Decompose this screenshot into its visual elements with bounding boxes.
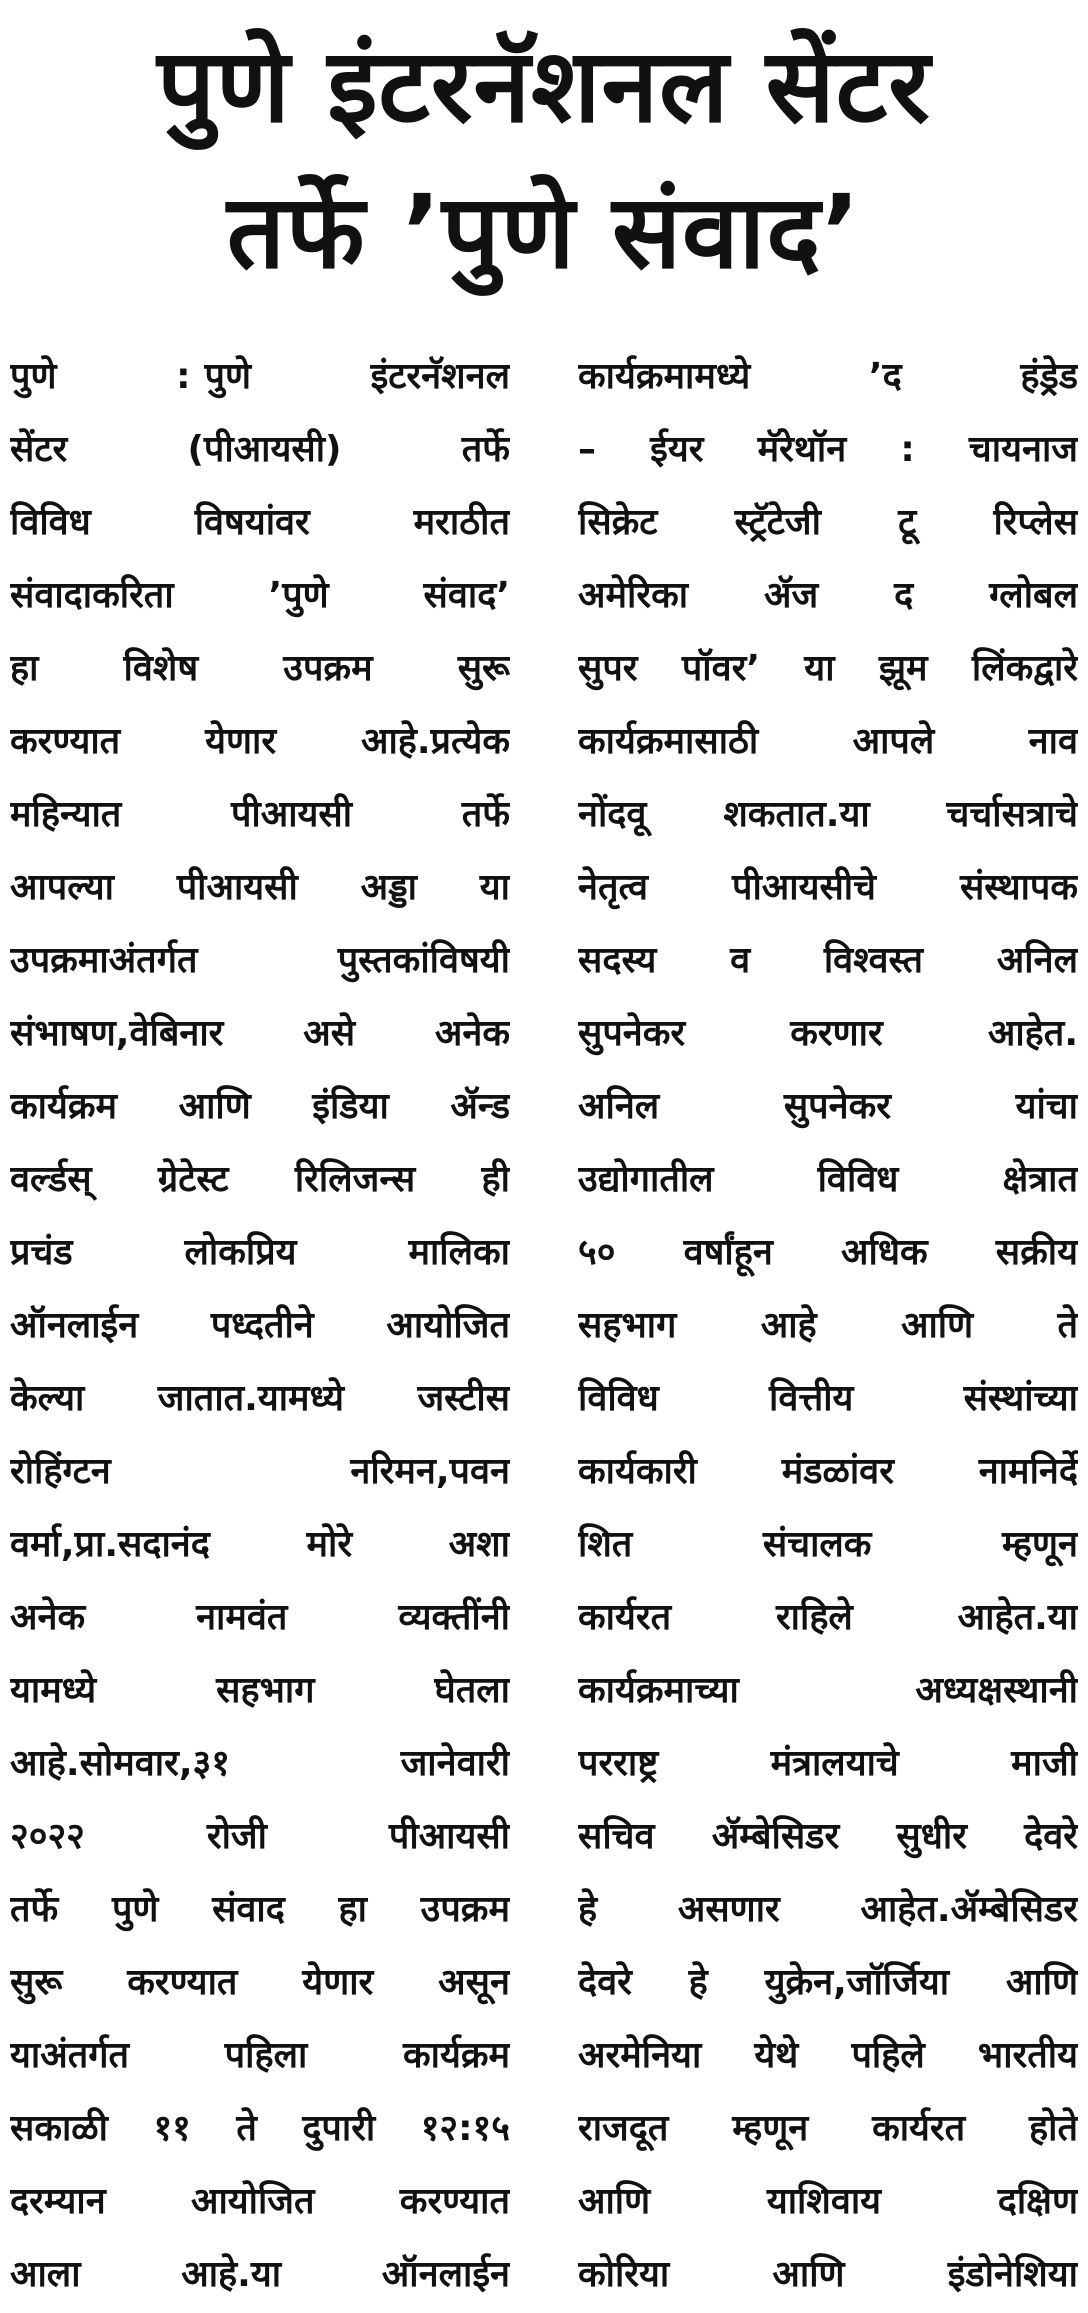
headline	[10, 0, 1078, 306]
article-line: अनिल सुपनेकर यांचा	[578, 1086, 1078, 1127]
article-line: संभाषण,वेबिनार असे अनेक	[10, 1013, 510, 1054]
article-line: शित संचालक म्हणून	[578, 1524, 1078, 1565]
article-line: विविध विषयांवर मराठीत	[10, 502, 510, 543]
article-line: संवादाकरिता ’पुणे संवाद’	[10, 575, 510, 616]
headline-line-1: पुणे इंटरनॅशनल सेंटर	[157, 27, 931, 146]
article-line: वर्मा,प्रा.सदानंद मोरे अशा	[10, 1524, 510, 1565]
article-line: सकाळी ११ ते दुपारी १२:१५	[10, 2108, 510, 2149]
article-line: तर्फे पुणे संवाद हा उपक्रम	[10, 1889, 510, 1930]
article-line: अनेक नामवंत व्यक्तींनी	[10, 1597, 510, 1638]
article-line: नेतृत्व पीआयसीचे संस्थापक	[578, 867, 1078, 908]
article-line: अरमेनिया येथे पहिले भारतीय	[578, 2035, 1078, 2076]
article-line: राजदूत म्हणून कार्यरत होते	[578, 2108, 1078, 2149]
article-line: केल्या जातात.यामध्ये जस्टीस	[10, 1378, 510, 1419]
article-line: कार्यक्रमाच्या अध्यक्षस्थानी	[578, 1670, 1078, 1711]
article-line: आपल्या पीआयसी अड्डा या	[10, 867, 510, 908]
article-column-right	[578, 340, 1078, 2311]
article-line: यामध्ये सहभाग घेतला	[10, 1670, 510, 1711]
article-line: करण्यात येणार आहे.प्रत्येक	[10, 721, 510, 762]
article-line: २०२२ रोजी पीआयसी	[10, 1816, 510, 1857]
article-line: सहभाग आहे आणि ते	[578, 1305, 1078, 1346]
article-line: अमेरिका ॲज द ग्लोबल	[578, 575, 1078, 616]
article-line: सचिव ॲम्बेसिडर सुधीर देवरे	[578, 1816, 1078, 1857]
article-line: सिक्रेट स्ट्रॅटेजी टू रिप्लेस	[578, 502, 1078, 543]
article-body	[10, 340, 1078, 2311]
article-line: नोंदवू शकतात.या चर्चासत्राचे	[578, 794, 1078, 835]
article-line	[10, 340, 510, 413]
headline-line-2: तर्फे ’पुणे संवाद’	[226, 173, 862, 292]
article-line: आहे.सोमवार,३१ जानेवारी	[10, 1743, 510, 1784]
article-line: कार्यरत राहिले आहेत.या	[578, 1597, 1078, 1638]
article-line: उद्योगातील विविध क्षेत्रात	[578, 1159, 1078, 1200]
article-line: – ईयर मॅरेथॉन : चायनाज	[578, 429, 1078, 470]
article-line: हा विशेष उपक्रम सुरू	[10, 648, 510, 689]
article-line: कार्यक्रम आणि इंडिया ॲन्ड	[10, 1086, 510, 1127]
article-line: कोरिया आणि इंडोनेशिया	[578, 2254, 1078, 2295]
article-line-text: पुणे इंटरनॅशनल	[204, 356, 510, 397]
article-line: महिन्यात पीआयसी तर्फे	[10, 794, 510, 835]
article-line: आला आहे.या ऑनलाईन	[10, 2254, 510, 2295]
article-line: प्रचंड लोकप्रिय मालिका	[10, 1232, 510, 1273]
article-line: उपक्रमाअंतर्गत पुस्तकांविषयी	[10, 940, 510, 981]
article-line: कार्यकारी मंडळांवर नामनिर्दे	[578, 1451, 1078, 1492]
dateline: पुणे :	[10, 356, 191, 397]
article-line: सेंटर (पीआयसी) तर्फे	[10, 429, 510, 470]
article-line: हे असणार आहेत.ॲम्बेसिडर	[578, 1889, 1078, 1930]
article-line: रोहिंग्टन नरिमन,पवन	[10, 1451, 510, 1492]
article-line: दरम्यान आयोजित करण्यात	[10, 2181, 510, 2222]
article-line: आणि याशिवाय दक्षिण	[578, 2181, 1078, 2222]
article-line: देवरे हे युक्रेन,जॉर्जिया आणि	[578, 1962, 1078, 2003]
article-line: विविध वित्तीय संस्थांच्या	[578, 1378, 1078, 1419]
article-line: याअंतर्गत पहिला कार्यक्रम	[10, 2035, 510, 2076]
article-line: सुरू करण्यात येणार असून	[10, 1962, 510, 2003]
article-line: ऑनलाईन पध्दतीने आयोजित	[10, 1305, 510, 1346]
article-line: सुपर पॉवर’ या झूम लिंकद्वारे	[578, 648, 1078, 689]
article-line: परराष्ट्र मंत्रालयाचे माजी	[578, 1743, 1078, 1784]
article-line: ५० वर्षांहून अधिक सक्रीय	[578, 1232, 1078, 1273]
article-line: सदस्य व विश्वस्त अनिल	[578, 940, 1078, 981]
article-line: सुपनेकर करणार आहेत.	[578, 1013, 1078, 1054]
article-line: वर्ल्डस् ग्रेटेस्ट रिलिजन्स ही	[10, 1159, 510, 1200]
article-line: कार्यक्रमासाठी आपले नाव	[578, 721, 1078, 762]
article-column-left	[10, 340, 510, 2311]
article-line: कार्यक्रमामध्ये ’द हंड्रेड	[578, 356, 1078, 397]
